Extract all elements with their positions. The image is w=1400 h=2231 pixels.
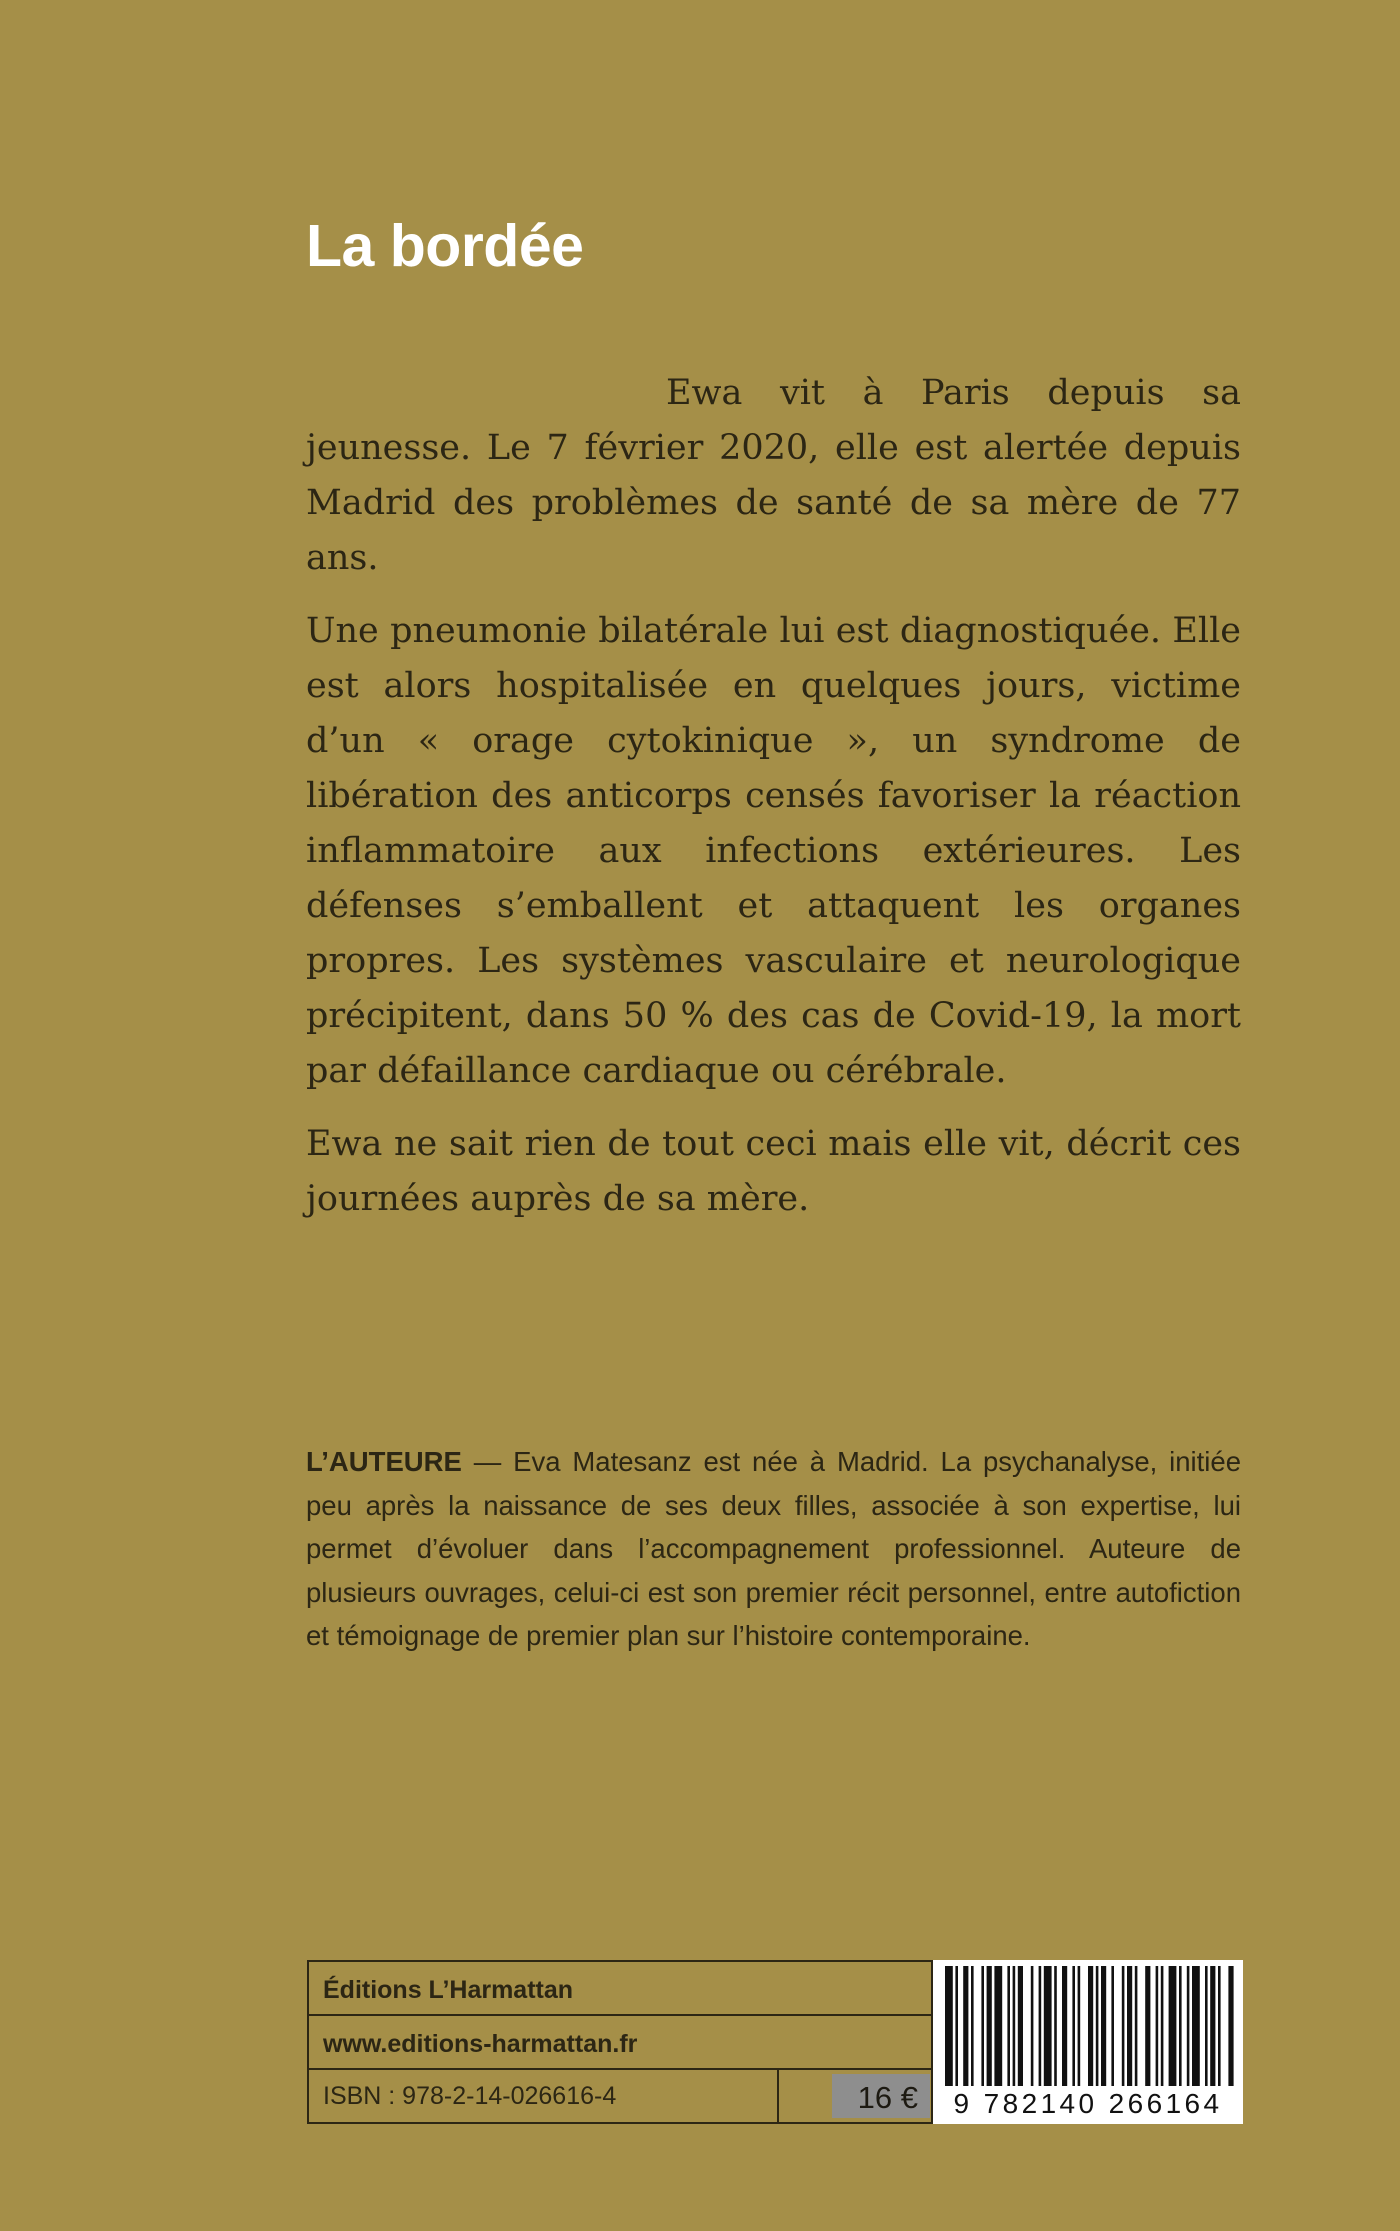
publisher-info-box: [307, 1960, 933, 2124]
barcode: [933, 1960, 1243, 2124]
barcode-bar: [1169, 1966, 1177, 2088]
book-title: La bordée: [306, 213, 584, 279]
price-box: [832, 2074, 930, 2118]
barcode-bar: [1161, 1966, 1164, 2088]
barcode-bar: [1062, 1966, 1067, 2088]
barcode-bar: [1187, 1966, 1190, 2088]
blurb: [306, 366, 1241, 1245]
barcode-bar: [963, 1966, 968, 2088]
barcode-bar: [1145, 1966, 1150, 2088]
isbn-row: [309, 2070, 931, 2124]
barcode-bar: [1054, 1966, 1057, 2088]
author-bio-text: Eva Matesanz est née à Madrid. La psychanalyse, initiée peu après la naissance de ses deux filles, associée à son expertise, lui permet d’évoluer dans l’accompagnement professionnel. Auteure de plusieurs ouvrages, celui-ci est son premier récit personnel, entre autofiction et témoignage de premier plan sur l’histoire contemporaine.: [306, 1446, 1242, 1651]
barcode-bar: [1179, 1966, 1182, 2088]
barcode-bar: [1228, 1966, 1233, 2088]
barcode-bar: [1013, 1966, 1016, 2088]
barcode-bar: [945, 1966, 953, 2088]
barcode-bar: [1218, 1966, 1221, 2088]
blurb-paragraph: Une pneumonie bilatérale lui est diagnostiquée. Elle est alors hospitalisée en quelques jours, victime d’un « orage cytokinique », un syndrome de libération des anticorps censés favoriser la réaction inflammatoire aux infections extérieures. Les défenses s’emballent et attaquent les organes propres. Les systèmes vasculaire et neurologique précipitent, dans 50 % des cas de Covid-19, la mort par défaillance cardiaque ou cérébrale.: [306, 611, 1241, 1091]
blurb-paragraph: Ewa vit à Paris depuis sa jeunesse. Le 7 février 2020, elle est alertée depuis Madrid des problèmes de santé de sa mère de 77 ans.: [306, 373, 1241, 578]
website-row: [309, 2016, 931, 2070]
barcode-bar: [1127, 1966, 1132, 2088]
barcode-bar: [1031, 1966, 1034, 2088]
isbn: ISBN : 978-2-14-026616-4: [323, 2082, 617, 2110]
barcode-bar: [1156, 1966, 1159, 2088]
barcode-bar: [1007, 1966, 1010, 2088]
publisher-row: [309, 1962, 931, 2016]
row-divider: [777, 2070, 779, 2124]
barcode-bar: [981, 1966, 984, 2088]
blurb-paragraph: Ewa ne sait rien de tout ceci mais elle vit, décrit ces journées auprès de sa mère.: [306, 1124, 1241, 1219]
barcode-bar: [994, 1966, 1002, 2088]
price: 16 €: [857, 2080, 918, 2115]
barcode-bar: [987, 1966, 992, 2088]
barcode-bar: [1072, 1966, 1075, 2088]
barcode-bar: [1044, 1966, 1052, 2088]
barcode-bar: [1096, 1966, 1099, 2088]
barcode-bar: [1205, 1966, 1208, 2088]
barcode-bar: [1111, 1966, 1114, 2088]
author-bio: [306, 1440, 1241, 1658]
barcode-bar: [1135, 1966, 1138, 2088]
barcode-bar: [955, 1966, 958, 2088]
publisher-website: www.editions-harmattan.fr: [323, 2030, 638, 2058]
barcode-bar: [1101, 1966, 1106, 2088]
barcode-digits: 9 782140 266164: [933, 2086, 1243, 2122]
barcode-bar: [1078, 1966, 1081, 2088]
publisher-name: Éditions L’Harmattan: [323, 1976, 574, 2004]
barcode-bar: [1210, 1966, 1215, 2088]
barcode-bar: [971, 1966, 974, 2088]
barcode-bar: [1018, 1966, 1023, 2088]
barcode-bar: [1088, 1966, 1093, 2088]
author-separator: —: [461, 1446, 514, 1477]
barcode-bar: [1122, 1966, 1125, 2088]
barcode-bar: [1039, 1966, 1042, 2088]
barcode-bar: [1192, 1966, 1200, 2088]
author-label: L’AUTEURE: [306, 1446, 462, 1477]
